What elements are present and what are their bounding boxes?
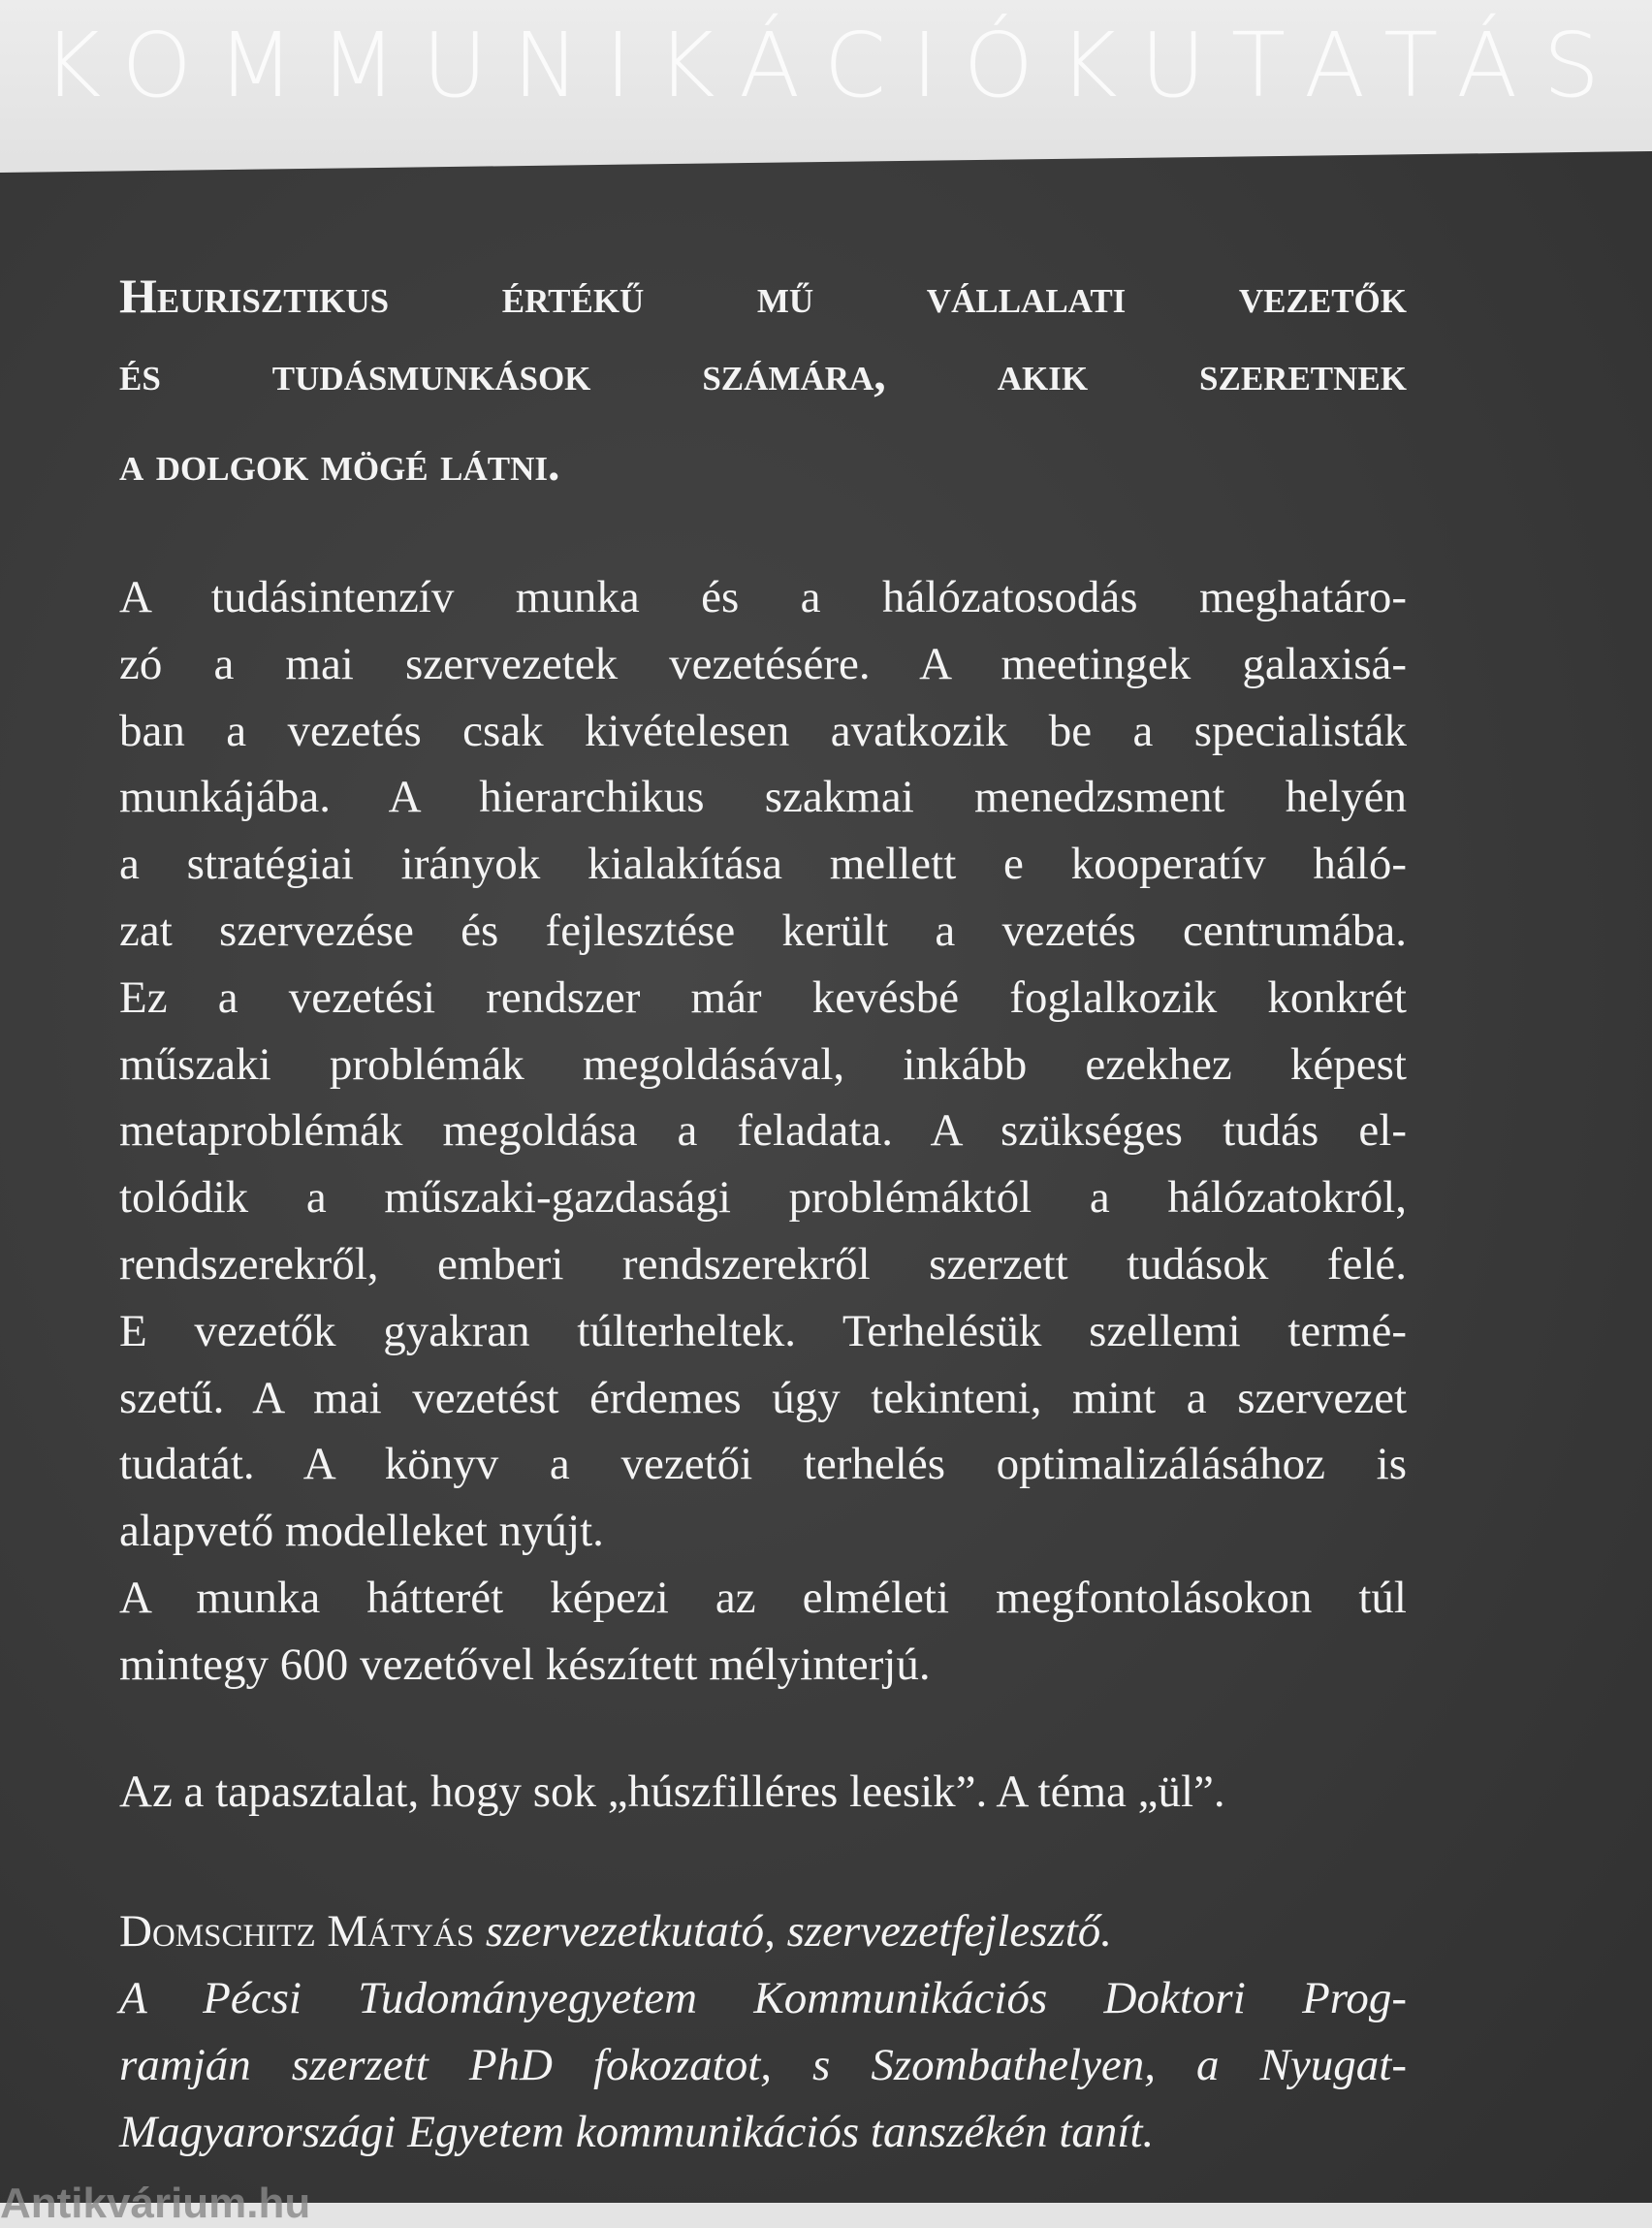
bio-line: A Pécsi Tudományegyetem Kommunikációs Doktori Prog-	[119, 1973, 1407, 2023]
quote-line: Az a tapasztalat, hogy sok „húszfilléres leesik”. A téma „ül”.	[119, 1766, 1225, 1817]
body-line: A munka hátterét képezi az elméleti megfontolásokon túl	[119, 1573, 1407, 1623]
body-line: zó a mai szervezetek vezetésére. A meetingek galaxisá-	[119, 638, 1407, 689]
author-line	[119, 1898, 1407, 1964]
tagline-line: a dolgok mögé látni.	[119, 436, 560, 491]
tagline-line: Heurisztikus értékű mű vállalati vezetők	[119, 269, 1407, 323]
body-line: mintegy 600 vezetővel készített mélyinterjú.	[119, 1639, 931, 1690]
bio-line: Magyarországi Egyetem kommunikációs tanszékén tanít.	[119, 2107, 1155, 2157]
author-role: szervezetkutató, szervezetfejlesztő.	[474, 1906, 1113, 1957]
body-line: a stratégiai irányok kialakítása mellett e kooperatív háló-	[119, 839, 1407, 890]
body-line: tudatát. A könyv a vezetői terhelés optimalizálásához is	[119, 1439, 1407, 1490]
body-line: munkájába. A hierarchikus szakmai menedzsment helyén	[119, 772, 1407, 823]
body-line: szetű. A mai vezetést érdemes úgy tekinteni, mint a szervezet	[119, 1372, 1407, 1423]
body-line: zat szervezése és fejlesztése került a vezetés centrumába.	[119, 906, 1407, 956]
body-line: műszaki problémák megoldásával, inkább ezekhez képest	[119, 1038, 1407, 1090]
body-line: A tudásintenzív munka és a hálózatosodás meghatáro-	[119, 572, 1407, 622]
bio-line: ramján szerzett PhD fokozatot, s Szombathelyen, a Nyugat-	[119, 2040, 1407, 2090]
body-line: Ez a vezetési rendszer már kevésbé foglalkozik konkrét	[119, 971, 1407, 1023]
body-line: rendszerekről, emberi rendszerekről szerzett tudások felé.	[119, 1239, 1407, 1289]
body-line: tolódik a műszaki-gazdasági problémáktól a hálózatokról,	[119, 1172, 1407, 1224]
body-line: E vezetők gyakran túlterheltek. Terhelésük szellemi termé-	[119, 1305, 1407, 1356]
body-line: metaproblémák megoldása a feladata. A szükséges tudás el-	[119, 1105, 1407, 1157]
body-line: alapvető modelleket nyújt.	[119, 1506, 604, 1557]
tagline-line: és tudásmunkások számára, akik szeretnek	[119, 346, 1407, 400]
watermark: Antikvárium.hu	[0, 2180, 311, 2227]
author-name: Domschitz Mátyás	[119, 1906, 475, 1957]
body-line: ban a vezetés csak kivételesen avatkozik be a specialisták	[119, 705, 1407, 756]
series-title: KOMMUNIKÁCIÓKUTATÁS	[43, 14, 1626, 117]
